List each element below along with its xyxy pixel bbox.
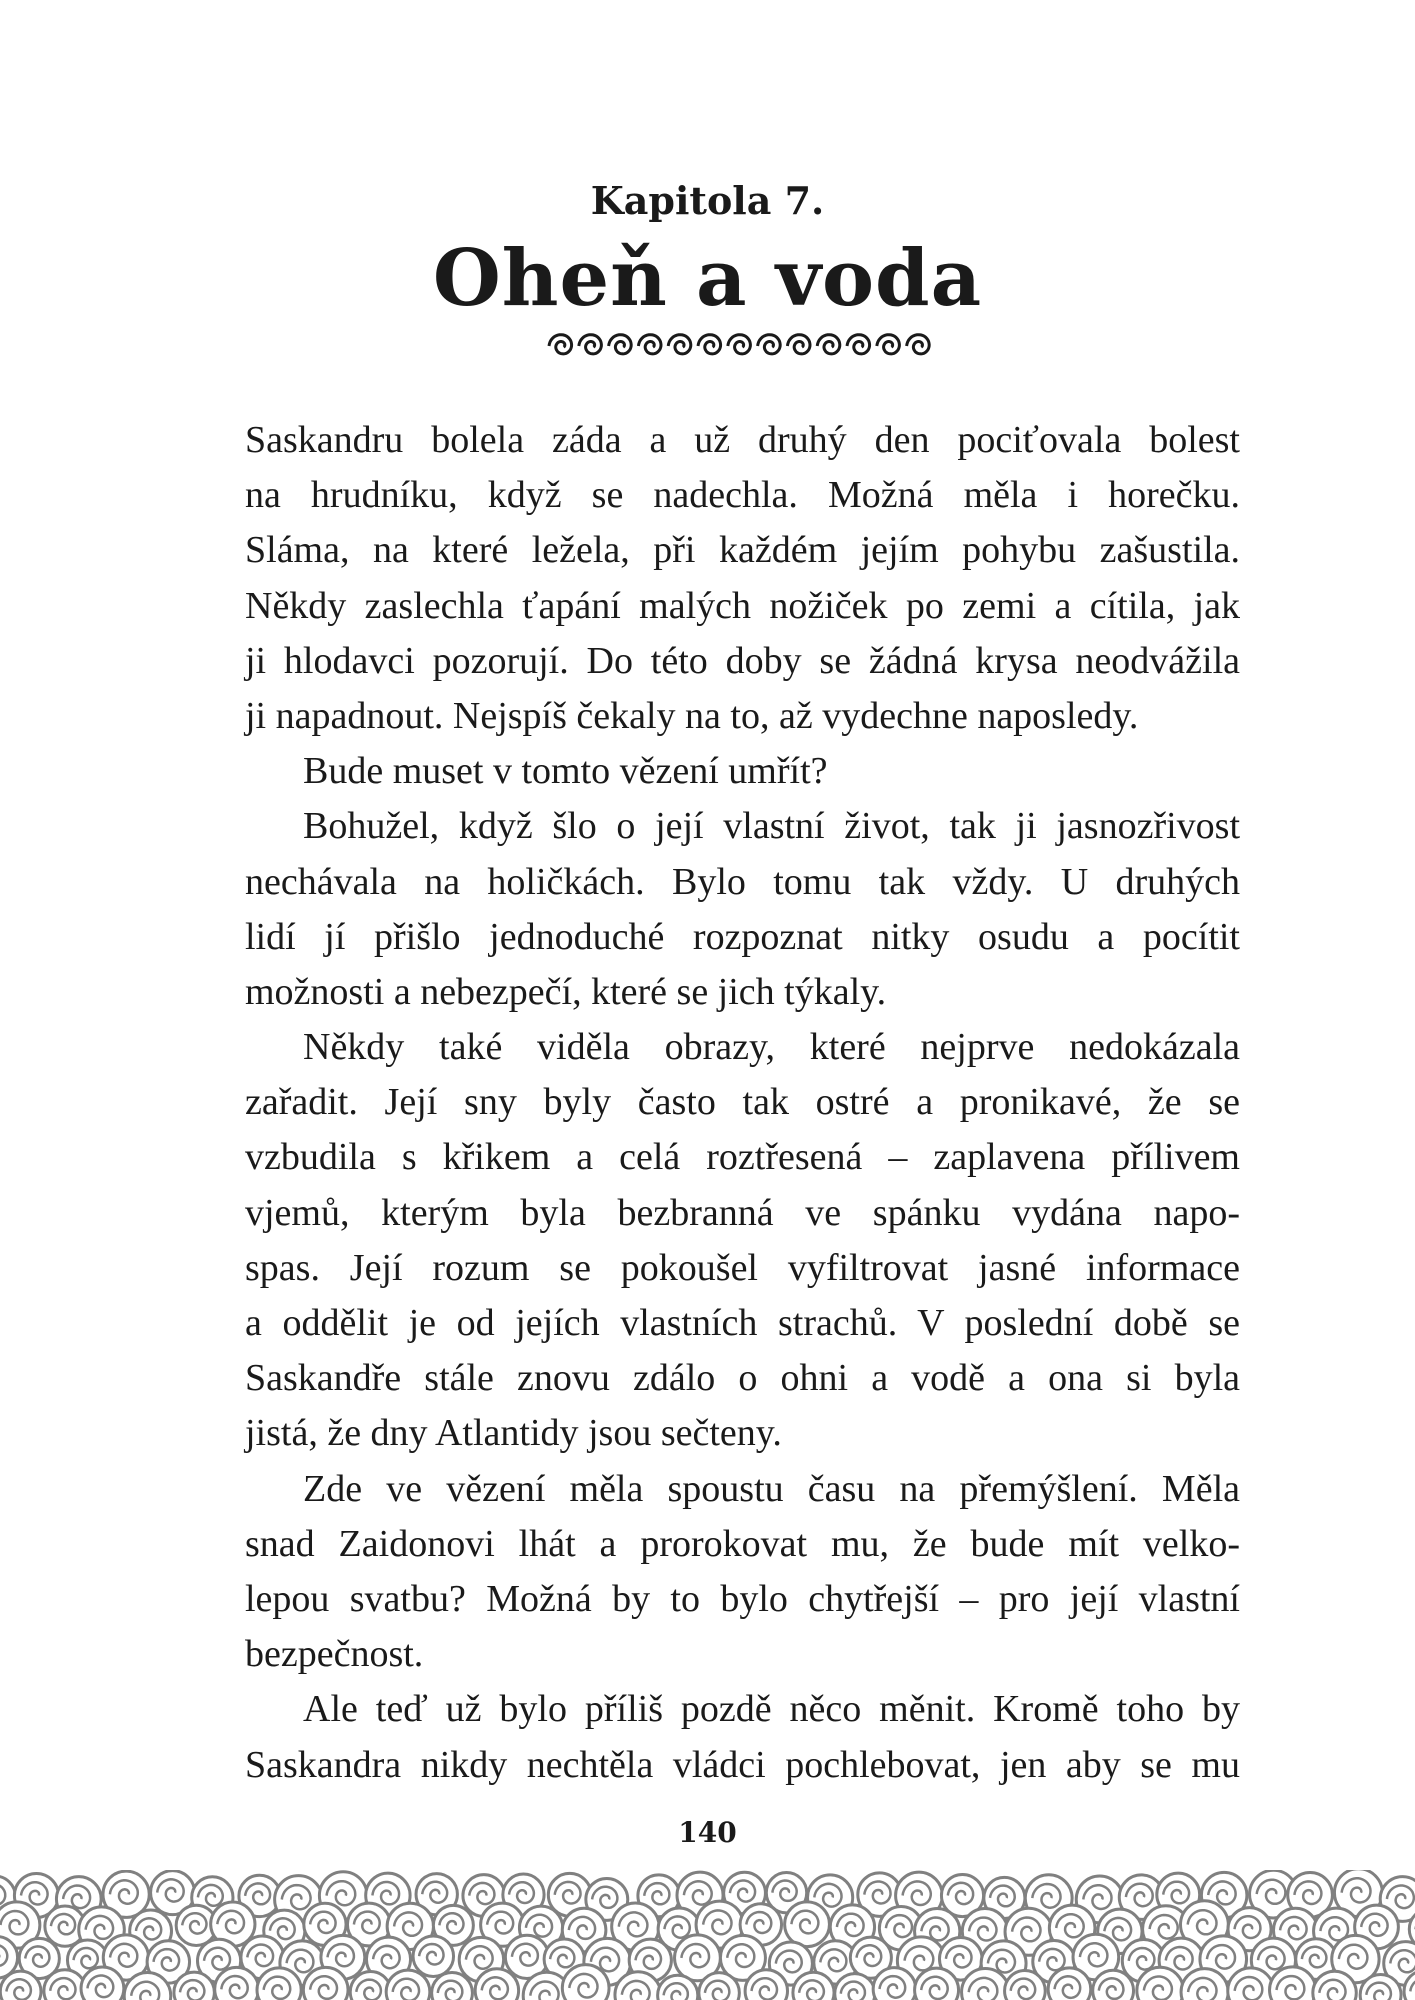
wave-swirl-icon [432,1973,473,2000]
wave-swirl-icon [793,1972,834,2000]
wave-swirl-border-icon [0,1870,1415,2000]
text-line: Saskandře stále znovu zdálo o ohni a vodě a ona si byla [245,1357,1240,1400]
text-line: bezpečnost. [245,1633,424,1676]
swirl-icon [847,335,870,354]
wave-swirl-icon [699,1973,740,2000]
wave-swirl-icon [44,1970,86,2000]
swirl-icon [668,335,691,354]
wave-swirl-icon [1048,1968,1091,2000]
text-line: Někdy také viděla obrazy, které nejprve nedokázala [303,1026,1240,1069]
wave-swirl-icon [386,1970,430,2000]
text-line: Bohužel, když šlo o její vlastní život, tak ji jasnozřivost [303,805,1240,848]
text-line: možnosti a nebezpečí, které se jich týkaly. [245,970,887,1013]
text-line: vjemů, kterým byla bezbranná ve spánku vydána napo- [245,1191,1240,1234]
wave-swirl-icon [215,1967,259,2000]
wave-swirl-icon [413,1936,453,1976]
wave-swirl-icon [915,1968,959,2000]
wave-swirl-icon [785,1902,830,1947]
swirl-icon [907,335,930,354]
wave-swirl-icon [174,1972,214,2000]
text-line: Ale teď už bylo příliš pozdě něco měnit. Kromě toho by [303,1688,1240,1731]
swirl-icon [698,335,721,354]
swirl-icon [877,335,900,354]
wave-swirl-icon [1093,1970,1134,2000]
wave-swirl-icon [350,1972,391,2000]
text-line: na hrudníku, když se nadechla. Možná měla i horečku. [245,474,1240,517]
text-line: zařadit. Její sny byly často tak ostré a pronikavé, že se [245,1081,1240,1124]
swirl-icon [728,335,751,354]
text-line: vzbudila s křikem a celá roztřesená – zaplavena přílivem [245,1136,1240,1179]
text-line: Zde ve vězení měla spoustu času na přemýšlení. Měla [303,1467,1240,1510]
text-line: snad Zaidonovi lhát a prorokovat mu, že bude mít velko- [245,1522,1240,1565]
page-number: 140 [678,1816,737,1849]
swirl-icon [758,335,781,354]
text-line: ji hlodavci pozorují. Do této doby se žádná krysa neodvážila [245,639,1240,682]
wave-swirl-icon [835,1974,875,2000]
text-line: lidí jí přišlo jednoduché rozpoznat nitky osudu a pocítit [245,915,1240,958]
text-line: ji napadnout. Nejspíš čekaly na to, až vydechne naposledy. [245,694,1139,737]
body-text [245,413,1240,1793]
text-line: lepou svatbu? Možná by to bylo chytřejší – pro její vlastní [245,1577,1240,1620]
wave-swirl-icon [257,1968,301,2000]
wave-swirl-icon [745,1970,787,2000]
wave-swirl-icon [81,1967,124,2000]
swirl-icon [817,335,840,354]
wave-swirl-icon [303,1967,348,2000]
swirl-icon [787,335,810,354]
wave-swirl-icon [1313,1971,1356,2000]
text-line: Saskandra nikdy nechtěla vládci pochlebovat, jen aby se mu [245,1743,1240,1786]
text-line: Někdy zaslechla ťapání malých nožiček po zemi a cítila, jak [245,584,1240,627]
swirl-icon [609,335,632,354]
wave-swirl-icon [562,1965,609,2000]
text-line: a oddělit je od jejích vlastních strachů. V poslední době se [245,1302,1240,1344]
wave-swirl-icon [1181,1969,1228,2000]
wave-swirl-icon [658,1975,698,2000]
chapter-label: Kapitola 7. [590,178,825,223]
chapter-title: Oheň a voda [432,233,983,324]
wave-swirl-icon [873,1968,916,2000]
wave-swirl-icon [1360,1974,1401,2000]
wave-swirl-icon [0,1971,41,2000]
text-line: nechávala na holičkách. Bylo tomu tak vždy. U druhých [245,860,1240,903]
wave-swirl-icon [475,1969,518,2000]
swirl-icon [638,335,661,354]
wave-swirl-icon [1270,1967,1316,2000]
wave-swirl-icon [1005,1970,1046,2000]
text-line: spas. Její rozum se pokoušel vyfiltrovat jasné informace [245,1246,1240,1289]
text-line: Saskandru bolela záda a už druhý den pociťovala bolest [245,419,1240,461]
wave-swirl-icon [1137,1967,1184,2000]
swirl-divider-icon [546,330,958,366]
text-line: Sláma, na které ležela, při každém jejím pohybu zašustila. [245,529,1240,572]
text-line: jistá, že dny Atlantidy jsou sečteny. [245,1412,782,1455]
wave-swirl-icon [1228,1968,1274,2000]
swirl-icon [579,335,602,354]
swirl-icon [549,335,572,354]
text-line: Bude muset v tomto vězení umřít? [303,750,828,793]
